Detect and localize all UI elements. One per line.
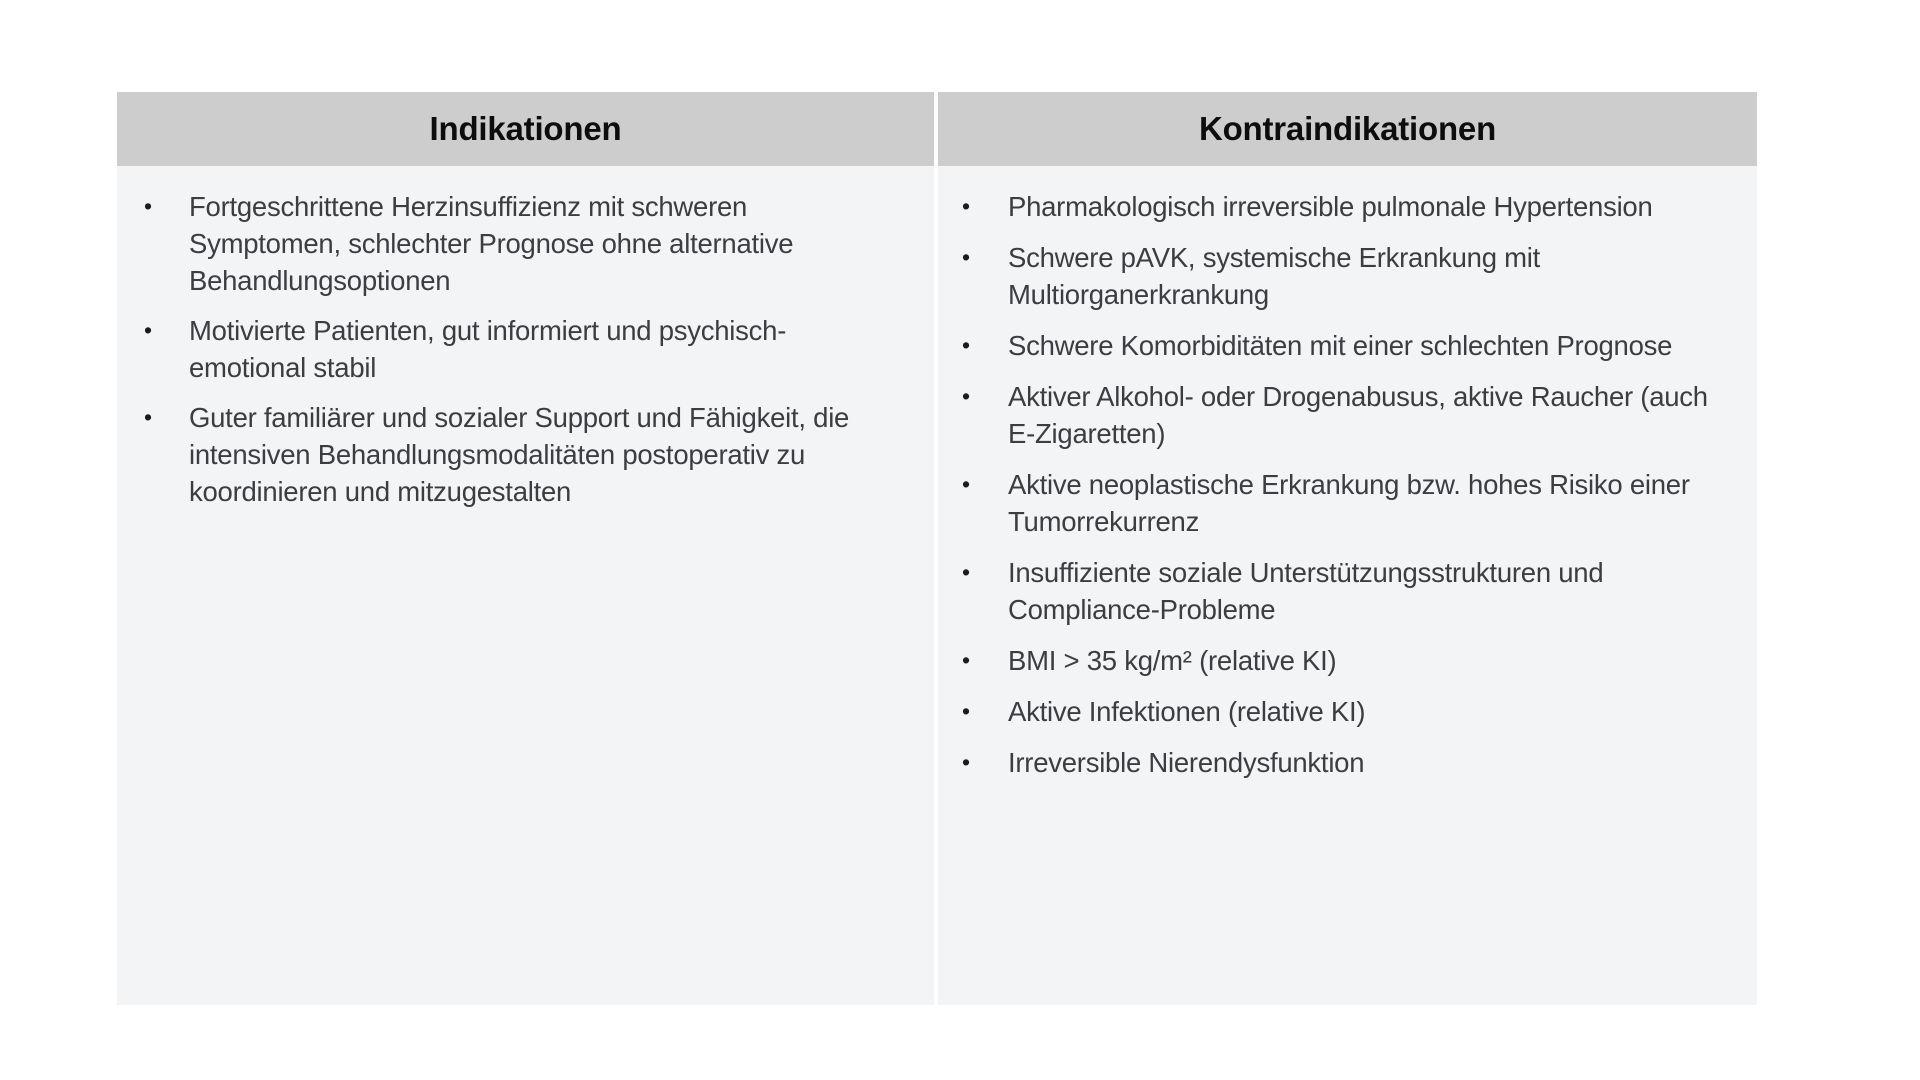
list-item: • Schwere Komorbiditäten mit einer schlechten Prognose bbox=[938, 327, 1757, 364]
column-header-kontraindikationen: Kontraindikationen bbox=[938, 92, 1757, 166]
table-body-row bbox=[117, 166, 1757, 1005]
indikationen-list bbox=[117, 188, 934, 510]
kontraindikationen-list bbox=[938, 188, 1757, 781]
list-item: • Fortgeschrittene Herzinsuffizienz mit schweren Symptomen, schlechter Prognose ohne alternative Behandlungsoptionen bbox=[117, 188, 934, 299]
list-item: • Aktive neoplastische Erkrankung bzw. hohes Risiko einer Tumorrekurrenz bbox=[938, 466, 1757, 540]
table-header-row bbox=[117, 92, 1757, 166]
list-item: • Aktiver Alkohol- oder Drogenabusus, aktive Raucher (auch E-Zigaretten) bbox=[938, 378, 1757, 452]
list-item: • Insuffiziente soziale Unterstützungsstrukturen und Compliance-Probleme bbox=[938, 554, 1757, 628]
list-item: • BMI > 35 kg/m² (relative KI) bbox=[938, 642, 1757, 679]
column-header-indikationen: Indikationen bbox=[117, 92, 934, 166]
list-item: • Guter familiärer und sozialer Support und Fähigkeit, die intensiven Behandlungsmodalitäten postoperativ zu koordinieren und mitzugestalten bbox=[117, 399, 934, 510]
list-item: • Pharmakologisch irreversible pulmonale Hypertension bbox=[938, 188, 1757, 225]
table-cell-kontraindikationen bbox=[938, 166, 1757, 1005]
list-item: • Irreversible Nierendysfunktion bbox=[938, 744, 1757, 781]
list-item: • Aktive Infektionen (relative KI) bbox=[938, 693, 1757, 730]
table-cell-indikationen bbox=[117, 166, 934, 1005]
comparison-table bbox=[117, 92, 1757, 1005]
list-item: • Schwere pAVK, systemische Erkrankung mit Multiorganerkrankung bbox=[938, 239, 1757, 313]
list-item: • Motivierte Patienten, gut informiert und psychisch-emotional stabil bbox=[117, 312, 934, 386]
